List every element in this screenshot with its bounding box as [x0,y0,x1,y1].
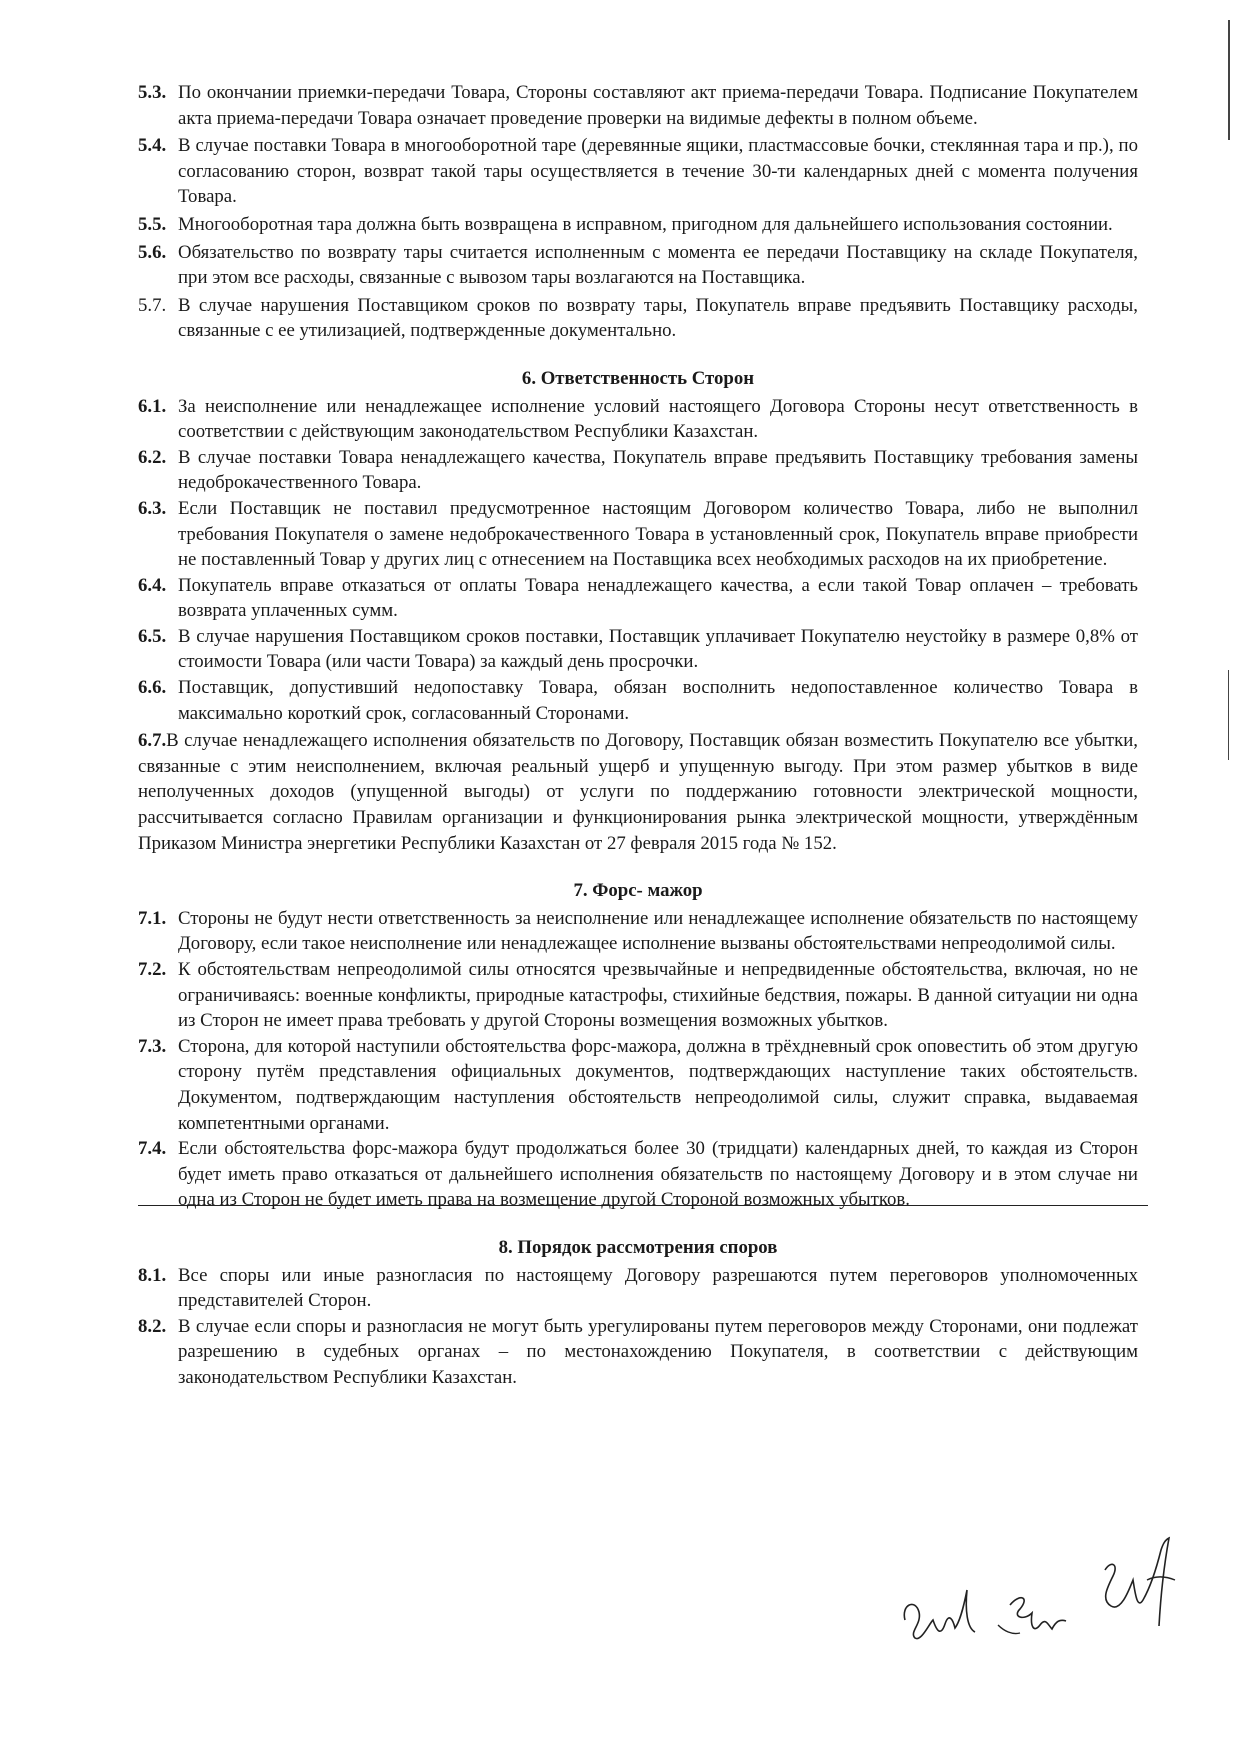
scan-edge-mark [1228,670,1229,760]
clause-text: Поставщик, допустивший недопоставку Товара, обязан восполнить недопоставленное количество Товара в максимально короткий срок, согласованный Сторонами. [178,677,1138,724]
clause-number: 6.5. [138,625,167,647]
signature-2 [990,1575,1080,1650]
section-6 [138,394,1138,857]
clause-5-7 [138,293,1138,344]
clause-6-7 [138,728,1138,856]
clause-text: За неисполнение или ненадлежащее исполнение условий настоящего Договора Стороны несут ответственность в соответствии с действующим законодательством Республики Казахстан. [178,395,1138,443]
clause-5-4 [138,133,1138,210]
clause-number: 7.3. [138,1035,167,1057]
clause-6-3 [138,496,1138,573]
clause-text: В случае ненадлежащего исполнения обязательств по Договору, Поставщик обязан возместить Покупателю все убытки, связанные с этим неисполнением, включая реальный ущерб и упущенную выгоду. При этом размер убытков в виде неполученных доходов (упущенной выгоды) от услуги по поддержанию готовности электрической мощности, рассчитывается согласно Правилам организации и функционирования рынка электрической мощности, утверждённым Приказом Министра энергетики Республики Казахстан от 27 февраля 2015 года № 152. [138,730,1138,854]
clause-number: 8.2. [138,1315,167,1337]
clause-text: Стороны не будут нести ответственность за неисполнение или ненадлежащее исполнение обязательств по настоящему Договору, если такое неисполнение или ненадлежащее исполнение вызваны обстоятельствами непреодолимой силы. [178,907,1138,955]
clause-5-5 [138,212,1138,238]
clause-number: 8.1. [138,1264,167,1286]
clause-text: Сторона, для которой наступили обстоятельства форс-мажора, должна в трёхдневный срок оповестить об этом другую сторону путём представления официальных документов, подтверждающих наступление таких обстоятельств. Документом, подтверждающим наступления обстоятельств непреодолимой силы, служит справка, выдаваемая компетентными органами. [178,1035,1138,1134]
section-6-heading: 6. Ответственность Сторон [521,367,755,389]
clause-7-2 [138,957,1138,1034]
clause-number: 6.7. [138,730,167,752]
clause-number: 5.6. [138,241,167,263]
clause-text: Все споры или иные разногласия по настоящему Договору разрешаются путем переговоров уполномоченных представителей Сторон. [178,1264,1138,1312]
clause-number: 6.4. [138,574,167,596]
clause-text: К обстоятельствам непреодолимой силы относятся чрезвычайные и непредвиденные обстоятельства, включая, но не ограничиваясь: военные конфликты, природные катастрофы, стихийные бедствия, пожары. В данной ситуации ни одна из Сторон не имеет права требовать у другой Стороны возмещения возможных убытков. [178,959,1138,1032]
clause-number: 6.6. [138,677,167,699]
clause-number: 6.1. [138,395,167,417]
clause-number: 7.1. [138,907,167,929]
clause-number: 5.3. [138,82,167,103]
section-5 [138,80,1138,344]
clause-number: 5.4. [138,135,167,157]
clause-text: В случае если споры и разногласия не могут быть урегулированы путем переговоров между Сторонами, они подлежат разрешению в судебных органах – по местонахождению Покупателя, в соответствии с действующим законодательством Республики Казахстан. [178,1315,1138,1388]
clause-7-1 [138,906,1138,957]
clause-text: Покупатель вправе отказаться от оплаты Товара ненадлежащего качества, а если такой Товар оплачен – требовать возврата уплаченных сумм. [178,574,1138,622]
clause-5-3 [138,80,1138,131]
clause-7-4 [138,1136,1138,1213]
clause-6-1 [138,394,1138,445]
clause-text: Многооборотная тара должна быть возвращена в исправном, пригодном для дальнейшего использования состоянии. [178,213,1113,235]
clause-text: Обязательство по возврату тары считается исполненным с момента ее передачи Поставщику на складе Покупателя, при этом все расходы, связанные с вывозом тары возлагаются на Поставщика. [178,241,1138,289]
clause-number: 5.5. [138,213,167,235]
clause-6-6 [138,675,1138,726]
clause-number: 7.4. [138,1138,167,1160]
section-7 [138,906,1138,1213]
clause-text: В случае поставки Товара ненадлежащего качества, Покупатель вправе предъявить Поставщику требования замены недоброкачественного Товара. [178,446,1138,494]
clause-text: В случае нарушения Поставщиком сроков поставки, Поставщик уплачивает Покупателю неустойку в размере 0,8% от стоимости Товара (или части Товара) за каждый день просрочки. [178,625,1138,673]
scan-edge-mark [1228,20,1230,140]
clause-6-4 [138,573,1138,624]
clause-8-2 [138,1314,1138,1391]
clause-6-2 [138,445,1138,496]
signature-1 [895,1580,985,1650]
clause-text: В случае нарушения Поставщиком сроков по возврату тары, Покупатель вправе предъявить Поставщику расходы, связанные с ее утилизацией, подтвержденные документально. [178,294,1138,342]
clause-number: 6.2. [138,446,167,468]
clause-8-1 [138,1263,1138,1314]
clause-text: Если обстоятельства форс-мажора будут продолжаться более 30 (тридцати) календарных дней, то каждая из Сторон будет иметь право отказаться от дальнейшего исполнения обязательств по настоящему Договору и в этом случае ни одна из Сторон не будет иметь права на возмещение другой Стороной возможных убытков. [178,1138,1138,1211]
document-page [138,80,1138,1391]
clause-text: В случае поставки Товара в многооборотной таре (деревянные ящики, пластмассовые бочки, стеклянная тара и пр.), по согласованию сторон, возврат такой тары осуществляется в течение 30-ти календарных дней с момента получения Товара. [178,135,1138,208]
section-8-heading: 8. Порядок рассмотрения споров [498,1236,778,1258]
clause-text: По окончании приемки-передачи Товара, Стороны составляют акт приема-передачи Товара. Подписание Покупателем акта приема-передачи Товара означает проведение проверки на видимые дефекты в полном объеме. [178,82,1138,129]
clause-number: 7.2. [138,959,167,980]
section-8 [138,1263,1138,1391]
clause-number: 6.3. [138,497,167,519]
signature-3 [1085,1530,1195,1640]
section-7-heading: 7. Форс- мажор [573,880,703,902]
clause-text: Если Поставщик не поставил предусмотренное настоящим Договором количество Товара, либо не выполнил требования Покупателя о замене недоброкачественного Товара в установленный срок, Покупатель вправе приобрести не поставленный Товар у других лиц с отнесением на Поставщика всех необходимых расходов на их приобретение. [178,497,1138,571]
clause-5-6 [138,240,1138,291]
clause-number: 5.7. [138,294,167,316]
clause-6-5 [138,624,1138,675]
clause-7-3 [138,1034,1138,1136]
